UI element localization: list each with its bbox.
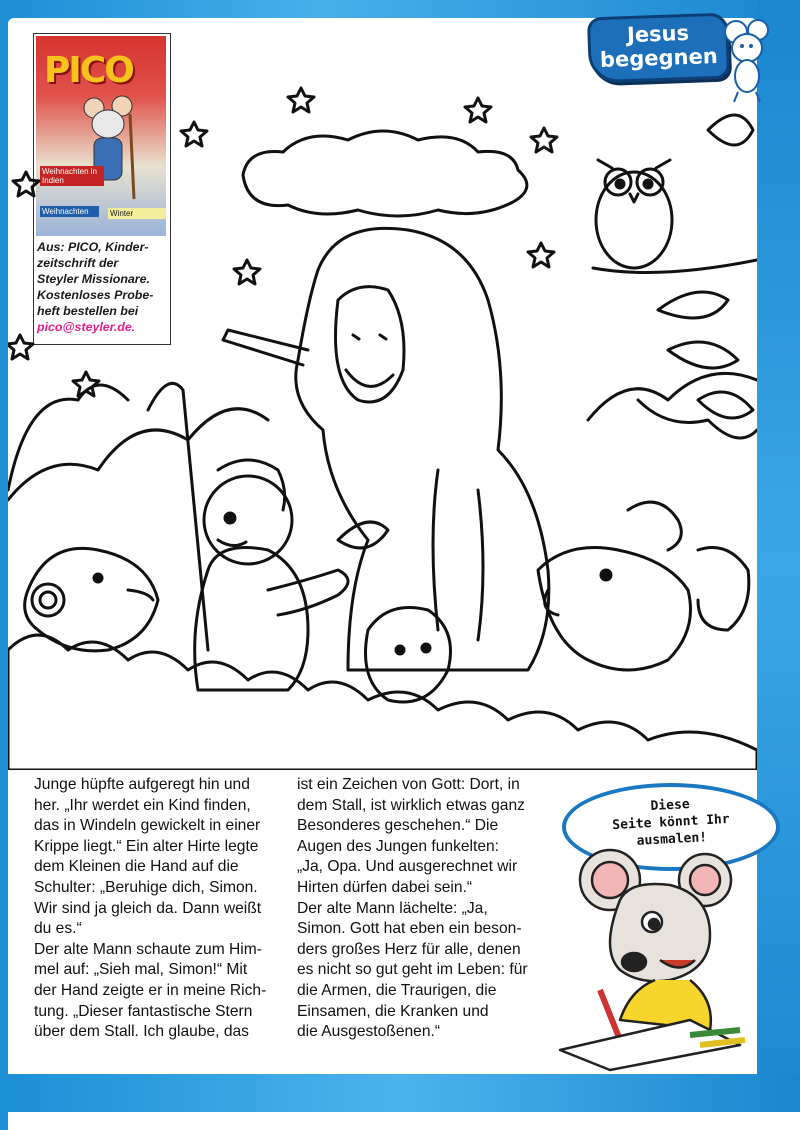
story-line: ders großes Herz für alle, denen xyxy=(297,940,521,958)
star-icon xyxy=(465,98,491,122)
badge-title-line2: begegnen xyxy=(599,43,719,73)
story-line: Junge hüpfte aufgeregt hin und xyxy=(34,776,250,793)
coloring-illustration xyxy=(8,70,757,770)
star-icon xyxy=(531,128,557,152)
cover-caption-line: zeitschrift der xyxy=(37,256,119,270)
story-line: du es.“ xyxy=(34,920,82,938)
story-line: „Ja, Opa. Und ausgerechnet wir xyxy=(297,858,518,876)
cover-caption-line: Kostenloses Probe- xyxy=(37,288,154,302)
mouse-mascot-drawing xyxy=(540,840,755,1075)
bubble-line: Diese xyxy=(650,797,691,815)
story-column-right xyxy=(297,775,549,1043)
right-frame-band xyxy=(757,0,800,1130)
story-line: ist ein Zeichen von Gott: Dort, in xyxy=(297,776,520,793)
bubble-line: ausmalen! xyxy=(636,830,708,849)
boy-drawing xyxy=(148,383,348,690)
story-line: das in Windeln gewickelt in einer xyxy=(34,817,261,835)
cover-email-link[interactable]: pico@steyler.de. xyxy=(37,320,136,334)
story-line: Der alte Mann schaute zum Him- xyxy=(34,940,262,958)
bushes-outline xyxy=(8,385,757,490)
cover-caption-line: Steyler Missionare. xyxy=(37,272,150,286)
story-line: Der alte Mann lächelte: „Ja, xyxy=(297,899,488,917)
star-icon xyxy=(8,335,33,359)
owl-drawing xyxy=(593,160,757,273)
story-line: dem Stall, ist wirklich etwas ganz xyxy=(297,796,525,814)
bottom-margin xyxy=(8,1112,800,1130)
bubble-line: Seite könnt Ihr xyxy=(611,811,731,834)
cover-caption-line: Aus: PICO, Kinder- xyxy=(37,240,149,254)
left-frame-band xyxy=(0,0,8,1130)
story-line: die Ausgestoßenen.“ xyxy=(297,1023,441,1041)
star-icon xyxy=(288,88,314,112)
story-column-left xyxy=(34,775,282,1043)
story-line: Wir sind ja gleich da. Dann weißt xyxy=(34,899,262,917)
badge-title-line1: Jesus xyxy=(626,20,690,48)
story-line: die Armen, die Traurigen, die xyxy=(297,981,497,999)
story-line: Simon. Gott hat eben ein beson- xyxy=(297,920,522,938)
story-line: her. „Ihr werdet ein Kind finden, xyxy=(34,796,251,814)
story-line: mel auf: „Sieh mal, Simon!“ Mit xyxy=(34,961,248,979)
star-icon xyxy=(13,172,39,196)
story-line: dem Kleinen die Hand auf die xyxy=(34,858,239,876)
sheep-wool-outline xyxy=(8,635,757,770)
star-icon xyxy=(528,243,554,267)
cover-tag-christmas: Weihnachten xyxy=(40,206,99,217)
leaves-outline xyxy=(658,115,753,418)
goat-drawing xyxy=(538,502,749,670)
story-line: Einsamen, die Kranken und xyxy=(297,1002,489,1020)
cover-caption-line: heft bestellen bei xyxy=(37,304,139,318)
story-line: Besonderes geschehen.“ Die xyxy=(297,817,499,835)
story-line: der Hand zeigte er in meine Rich- xyxy=(34,981,267,999)
story-line: es nicht so gut geht im Leben: für xyxy=(297,961,528,979)
shepherd-drawing xyxy=(223,228,549,670)
story-line: Krippe liegt.“ Ein alter Hirte legte xyxy=(34,837,259,855)
cover-tag-winter: Winter xyxy=(108,208,166,219)
story-line: über dem Stall. Ich glaube, das xyxy=(34,1023,249,1041)
star-icon xyxy=(181,122,207,146)
star-icon xyxy=(234,260,260,284)
story-line: tung. „Dieser fantastische Stern xyxy=(34,1002,253,1020)
cover-tag-india: Weihnachten in Indien xyxy=(40,166,104,186)
story-line: Schulter: „Beruhige dich, Simon. xyxy=(34,878,258,896)
pico-logo: PICO xyxy=(44,50,133,91)
story-line: Hirten dürfen dabei sein.“ xyxy=(297,878,473,896)
story-line: Augen des Jungen funkelten: xyxy=(297,837,500,855)
cloud-outline xyxy=(243,131,527,216)
